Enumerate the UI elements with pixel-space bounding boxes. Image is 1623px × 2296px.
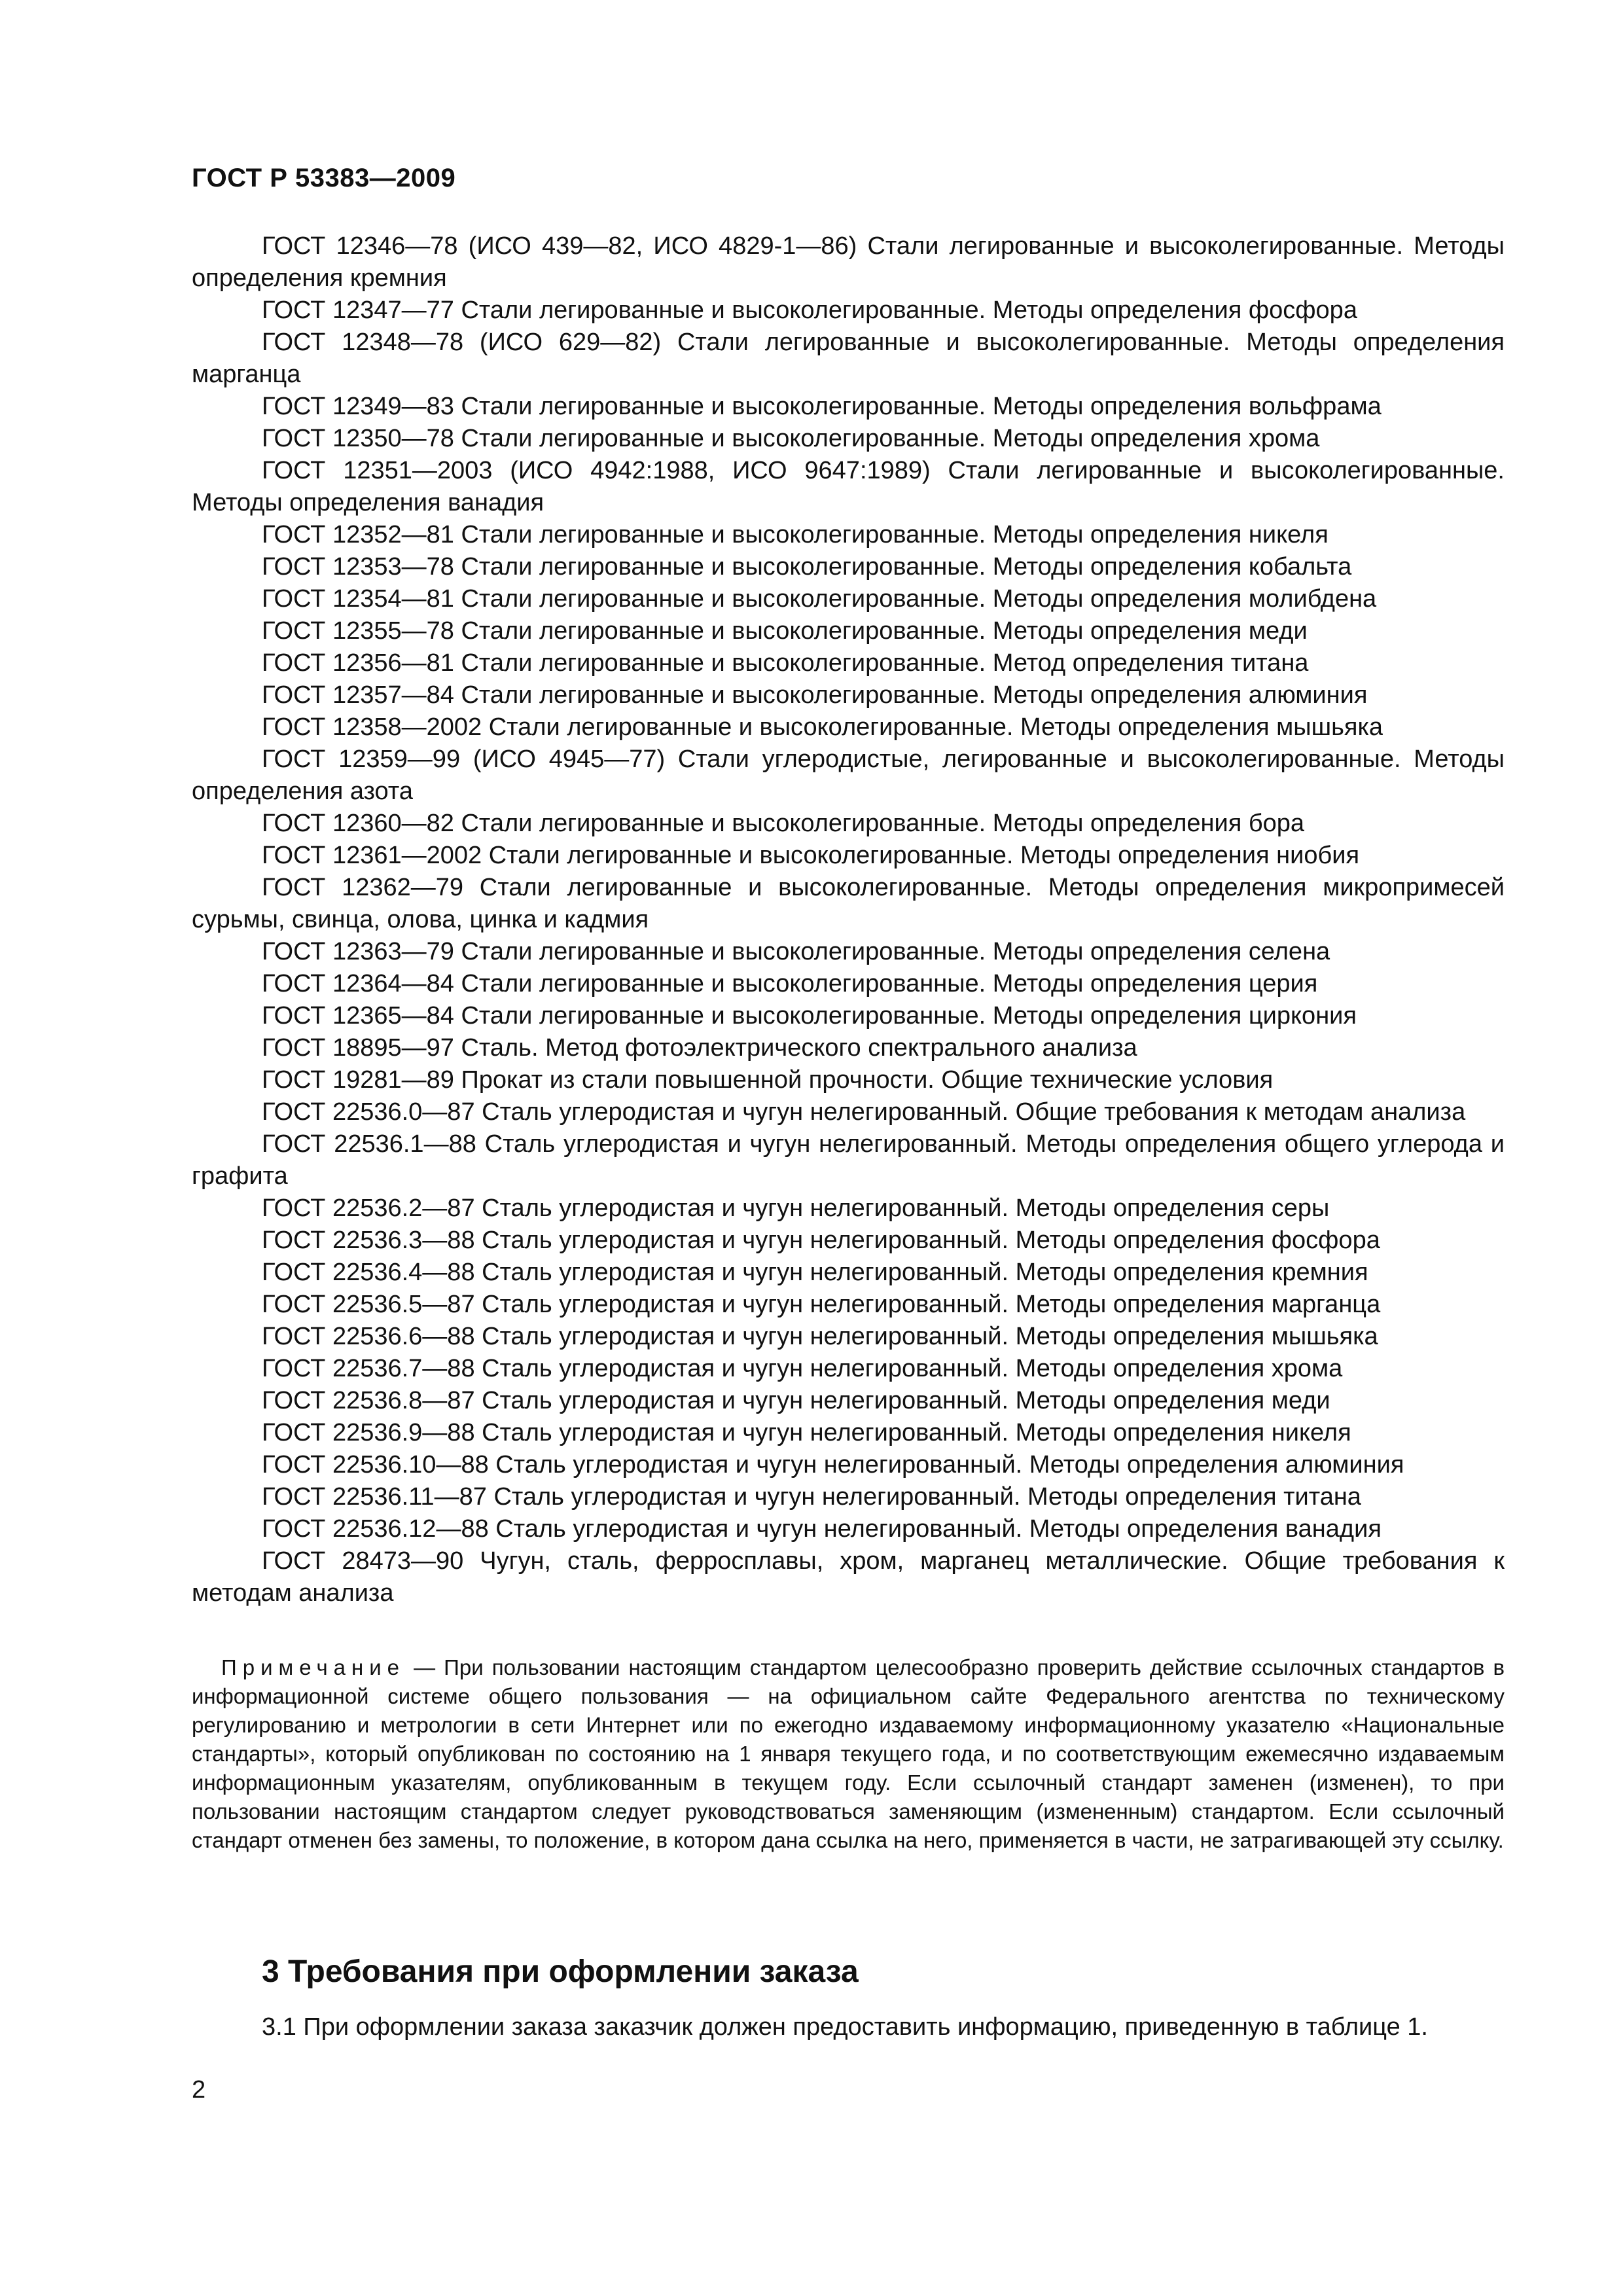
reference-item: ГОСТ 12365—84 Стали легированные и высоколегированные. Методы определения циркония (262, 1002, 1357, 1030)
reference-item: ГОСТ 22536.5—87 Сталь углеродистая и чугун нелегированный. Методы определения марганца (262, 1291, 1381, 1318)
reference-item: ГОСТ 12350—78 Стали легированные и высоколегированные. Методы определения хрома (262, 425, 1320, 452)
reference-item: ГОСТ 12351—2003 (ИСО 4942:1988, ИСО 9647:1989) Стали легированные и высоколегированные. Методы определения ванадия (192, 457, 1505, 516)
reference-item: ГОСТ 22536.1—88 Сталь углеродистая и чугун нелегированный. Методы определения общего углерода и графита (192, 1130, 1505, 1190)
reference-item: ГОСТ 22536.0—87 Сталь углеродистая и чугун нелегированный. Общие требования к методам анализа (262, 1098, 1466, 1126)
reference-item: ГОСТ 12359—99 (ИСО 4945—77) Стали углеродистые, легированные и высоколегированные. Методы определения азота (192, 745, 1505, 805)
reference-item: ГОСТ 12349—83 Стали легированные и высоколегированные. Методы определения вольфрама (262, 393, 1382, 420)
page-number: 2 (192, 2076, 206, 2104)
reference-item: ГОСТ 22536.10—88 Сталь углеродистая и чугун нелегированный. Методы определения алюминия (262, 1451, 1404, 1479)
reference-item: ГОСТ 22536.6—88 Сталь углеродистая и чугун нелегированный. Методы определения мышьяка (262, 1323, 1378, 1350)
reference-item: ГОСТ 12363—79 Стали легированные и высоколегированные. Методы определения селена (262, 938, 1330, 965)
reference-item: ГОСТ 12348—78 (ИСО 629—82) Стали легированные и высоколегированные. Методы определения марганца (192, 329, 1505, 388)
reference-item: ГОСТ 18895—97 Сталь. Метод фотоэлектрического спектрального анализа (262, 1034, 1137, 1062)
reference-item: ГОСТ 22536.11—87 Сталь углеродистая и чугун нелегированный. Методы определения титана (262, 1483, 1361, 1511)
reference-item: ГОСТ 28473—90 Чугун, сталь, ферросплавы, хром, марганец металлические. Общие требования к методам анализа (192, 1547, 1505, 1607)
reference-item: ГОСТ 12354—81 Стали легированные и высоколегированные. Методы определения молибдена (262, 585, 1377, 613)
section-heading: 3 Требования при оформлении заказа (262, 1954, 859, 1989)
reference-item: ГОСТ 22536.3—88 Сталь углеродистая и чугун нелегированный. Методы определения фосфора (262, 1227, 1380, 1254)
reference-item: ГОСТ 12346—78 (ИСО 439—82, ИСО 4829-1—86) Стали легированные и высоколегированные. Методы определения кремния (192, 232, 1505, 292)
reference-item: ГОСТ 22536.4—88 Сталь углеродистая и чугун нелегированный. Методы определения кремния (262, 1259, 1368, 1286)
reference-item: ГОСТ 22536.8—87 Сталь углеродистая и чугун нелегированный. Методы определения меди (262, 1387, 1330, 1414)
reference-item: ГОСТ 22536.7—88 Сталь углеродистая и чугун нелегированный. Методы определения хрома (262, 1355, 1343, 1382)
reference-item: ГОСТ 22536.2—87 Сталь углеродистая и чугун нелегированный. Методы определения серы (262, 1194, 1330, 1222)
note-label: Примечание (221, 1655, 406, 1679)
reference-item: ГОСТ 12347—77 Стали легированные и высоколегированные. Методы определения фосфора (262, 296, 1357, 324)
reference-item: ГОСТ 12364—84 Стали легированные и высоколегированные. Методы определения церия (262, 970, 1318, 997)
reference-item: ГОСТ 22536.12—88 Сталь углеродистая и чугун нелегированный. Методы определения ванадия (262, 1515, 1382, 1543)
reference-item: ГОСТ 12356—81 Стали легированные и высоколегированные. Метод определения титана (262, 649, 1309, 677)
reference-item: ГОСТ 12352—81 Стали легированные и высоколегированные. Методы определения никеля (262, 521, 1329, 548)
normative-references-list (192, 230, 1505, 1609)
reference-item: ГОСТ 12357—84 Стали легированные и высоколегированные. Методы определения алюминия (262, 681, 1368, 709)
reference-item: ГОСТ 12360—82 Стали легированные и высоколегированные. Методы определения бора (262, 810, 1305, 837)
reference-item: ГОСТ 22536.9—88 Сталь углеродистая и чугун нелегированный. Методы определения никеля (262, 1419, 1351, 1446)
reference-item: ГОСТ 12358—2002 Стали легированные и высоколегированные. Методы определения мышьяка (262, 713, 1383, 741)
note-text: — При пользовании настоящим стандартом целесообразно проверить действие ссылочных стандартов в информационной системе общего пользования — на официальном сайте Федерального агентства по техническому регулированию и метрологии в сети Интернет или по ежегодно издаваемому информационному указателю «Национальные стандарты», который опубликован по состоянию на 1 января текущего года, и по соответствующим ежемесячно издаваемым информационным указателям, опубликованным в текущем году. Если ссылочный стандарт заменен (изменен), то при пользовании настоящим стандартом следует руководствоваться заменяющим (измененным) стандартом. Если ссылочный стандарт отменен без замены, то положение, в котором дана ссылка на него, применяется в части, не затрагивающей эту ссылку. (192, 1655, 1505, 1852)
reference-item: ГОСТ 12353—78 Стали легированные и высоколегированные. Методы определения кобальта (262, 553, 1352, 581)
section-paragraph: 3.1 При оформлении заказа заказчик должен предоставить информацию, приведенную в таблице 1. (262, 2013, 1428, 2041)
reference-item: ГОСТ 12355—78 Стали легированные и высоколегированные. Методы определения меди (262, 617, 1308, 645)
reference-note (192, 1653, 1505, 1855)
page-header: ГОСТ Р 53383—2009 (192, 164, 456, 192)
reference-item: ГОСТ 19281—89 Прокат из стали повышенной прочности. Общие технические условия (262, 1066, 1274, 1094)
reference-item: ГОСТ 12361—2002 Стали легированные и высоколегированные. Методы определения ниобия (262, 842, 1360, 869)
reference-item: ГОСТ 12362—79 Стали легированные и высоколегированные. Методы определения микропримесей сурьмы, свинца, олова, цинка и кадмия (192, 874, 1505, 933)
